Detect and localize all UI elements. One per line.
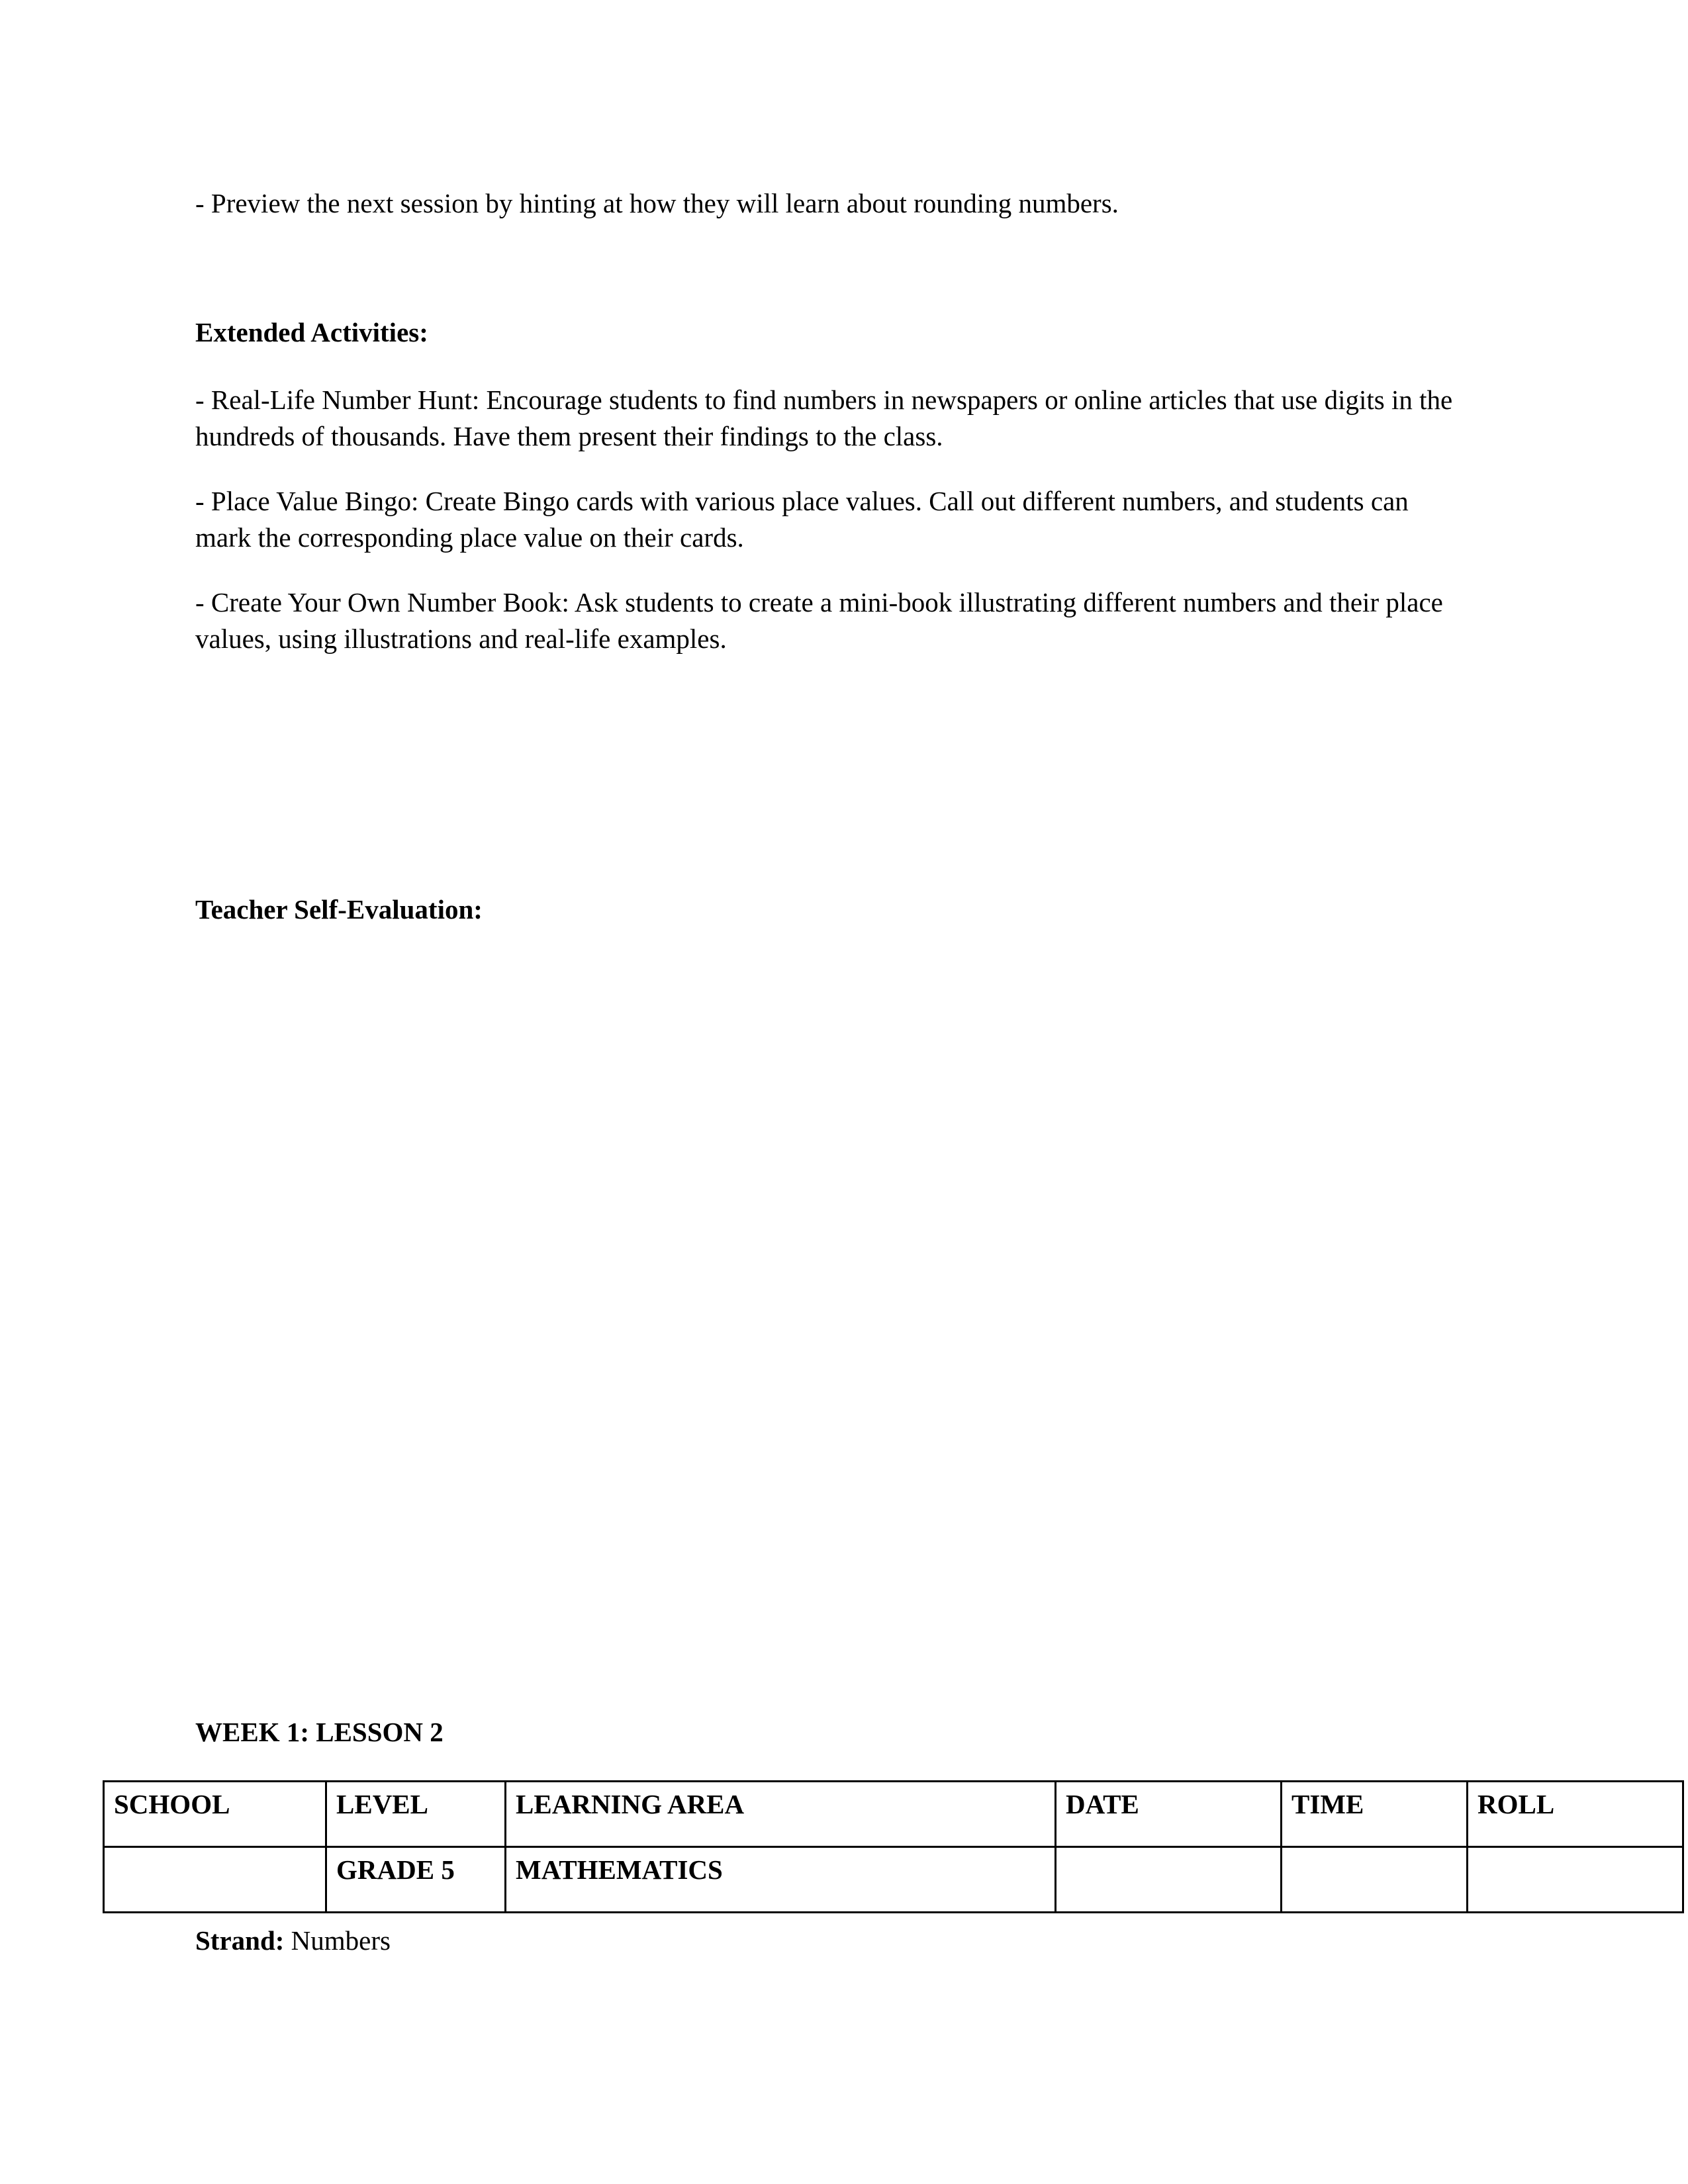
extended-activities-heading: Extended Activities: bbox=[195, 316, 428, 347]
spacer bbox=[195, 454, 1460, 483]
activity-create-your-own-number-book: - Create Your Own Number Book: Ask students to create a mini-book illustrating different numbers and their place values, using illustrations and real-life examples. bbox=[195, 587, 1443, 654]
table-cell-date[interactable] bbox=[1056, 1847, 1282, 1913]
table-header-level: LEVEL bbox=[326, 1782, 506, 1847]
spacer bbox=[195, 555, 1460, 584]
table-header-date: DATE bbox=[1056, 1782, 1282, 1847]
table-cell-school[interactable] bbox=[104, 1847, 326, 1913]
strand-value-text: Numbers bbox=[291, 1925, 391, 1956]
table-header-school: SCHOOL bbox=[104, 1782, 326, 1847]
strand-section bbox=[195, 1923, 1460, 1959]
strand-value bbox=[284, 1925, 291, 1956]
table-cell-time[interactable] bbox=[1282, 1847, 1468, 1913]
table-header-roll: ROLL bbox=[1468, 1782, 1683, 1847]
table-cell-roll[interactable] bbox=[1468, 1847, 1683, 1913]
week-lesson-heading: WEEK 1: LESSON 2 bbox=[195, 1717, 444, 1747]
table-header-row bbox=[104, 1782, 1683, 1847]
teacher-self-evaluation-section bbox=[195, 891, 1460, 928]
teacher-self-evaluation-heading: Teacher Self-Evaluation: bbox=[195, 894, 483, 925]
lesson-details-table-wrapper bbox=[103, 1780, 1559, 1913]
table-header-learning-area: LEARNING AREA bbox=[506, 1782, 1056, 1847]
strand-line bbox=[195, 1923, 1460, 1959]
table-cell-level[interactable]: GRADE 5 bbox=[326, 1847, 506, 1913]
table-cell-learning-area[interactable]: MATHEMATICS bbox=[506, 1847, 1056, 1913]
preview-next-session-line: - Preview the next session by hinting at how they will learn about rounding numbers. bbox=[195, 188, 1119, 218]
activity-place-value-bingo: - Place Value Bingo: Create Bingo cards with various place values. Call out different numbers, and students can mark the corresponding place value on their cards. bbox=[195, 486, 1409, 553]
table-row bbox=[104, 1847, 1683, 1913]
spacer bbox=[195, 222, 1460, 314]
strand-label: Strand: bbox=[195, 1925, 285, 1956]
lesson-details-table bbox=[103, 1780, 1684, 1913]
spacer bbox=[195, 350, 1460, 382]
table-header-time: TIME bbox=[1282, 1782, 1468, 1847]
activity-real-life-number-hunt: - Real-Life Number Hunt: Encourage students to find numbers in newspapers or online articles that use digits in the hundreds of thousands. Have them present their findings to the class. bbox=[195, 385, 1453, 451]
week-lesson-section bbox=[195, 1714, 1460, 1751]
main-text-column bbox=[195, 185, 1460, 657]
